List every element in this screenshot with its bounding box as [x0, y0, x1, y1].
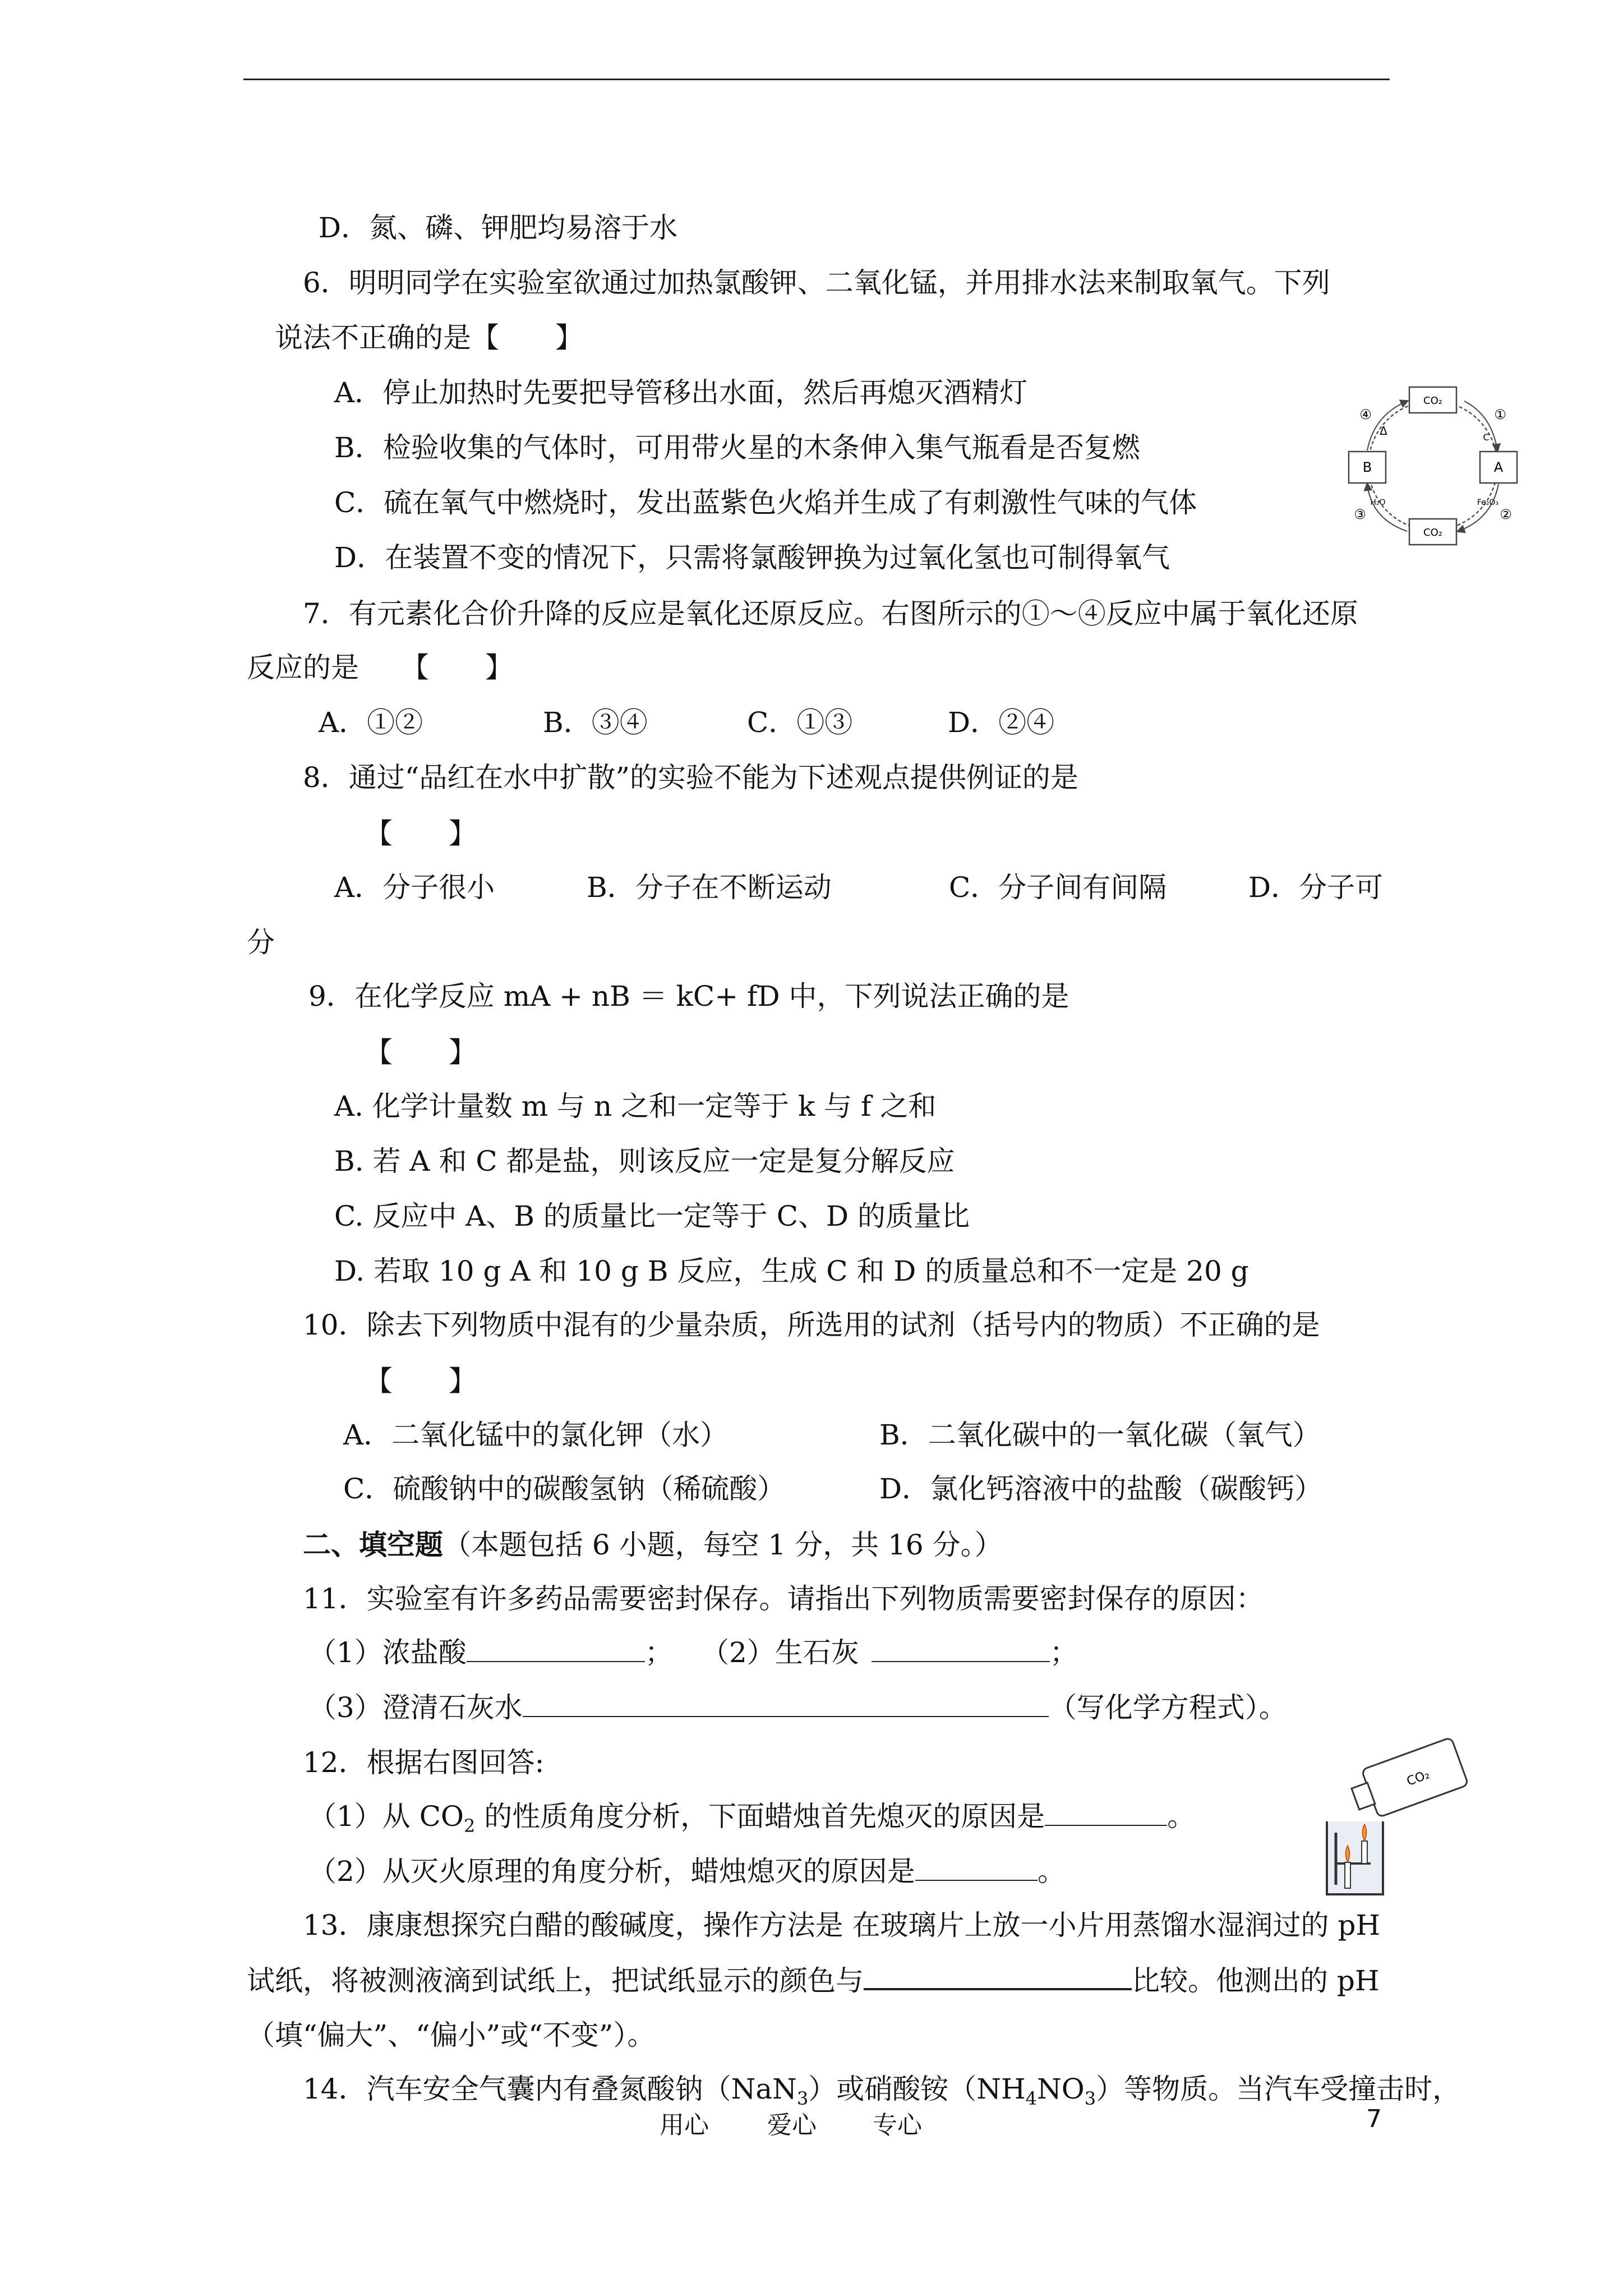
- section-2-note: （本题包括 6 小题，每空 1 分，共 16 分。）: [443, 1529, 1003, 1561]
- q14-part-d: ）等物质。当汽车受撞击时，: [1096, 2073, 1461, 2105]
- co2-bottle-label: CO₂: [1405, 1768, 1432, 1789]
- q11-part-3-end: （写化学方程式）。: [1048, 1691, 1287, 1724]
- q8-option-b: B．分子在不断运动: [587, 871, 832, 904]
- footer-left: 用心: [660, 2111, 709, 2139]
- footer-right: 专心: [873, 2111, 922, 2139]
- q7-stem: 7．有元素化合价升降的反应是氧化还原反应。右图所示的①～④反应中属于氧化还原: [303, 597, 1358, 630]
- cycle-arrow-1: [1464, 401, 1497, 450]
- q12-part-1: [308, 1800, 1195, 1843]
- q6-option-b: B．检验收集的气体时，可用带火星的木条伸入集气瓶看是否复燃: [334, 431, 1140, 464]
- q5-option-d: D．氮、磷、钾肥均易溶于水: [319, 211, 678, 244]
- q9-answer-bracket: 【 】: [365, 1036, 477, 1069]
- q10-option-a: A．二氧化锰中的氯化钾（水）: [343, 1419, 728, 1451]
- cycle-fe-label: Fe₂O₃: [1477, 498, 1499, 507]
- cycle-delta-label: Δ: [1380, 424, 1387, 438]
- q12-part-2: [308, 1855, 1066, 1888]
- q14-part-c: NO: [1037, 2073, 1085, 2105]
- q7-option-d: D．②④: [948, 706, 1055, 739]
- q10-option-c: C．硫酸钠中的碳酸氢钠（稀硫酸）: [343, 1473, 786, 1505]
- q9-option-b: B. 若 A 和 C 都是盐，则该反应一定是复分解反应: [334, 1145, 955, 1177]
- q8-stem: 8．通过“品红在水中扩散”的实验不能为下述观点提供例证的是: [303, 761, 1078, 794]
- section-2-heading: [303, 1528, 1003, 1562]
- q9-option-d: D. 若取 10 g A 和 10 g B 反应，生成 C 和 D 的质量总和不一定是 20 g: [334, 1255, 1249, 1287]
- q8-option-d: D．分子可: [1248, 871, 1384, 904]
- q11-part-1-end: ；: [644, 1636, 673, 1669]
- cycle-arrow-2: [1458, 484, 1498, 531]
- candle-high: [1362, 1841, 1367, 1864]
- q6-option-d: D．在装置不变的情况下，只需将氯酸钾换为过氧化氢也可制得氧气: [334, 541, 1170, 574]
- q12-part-1-subscript: 2: [463, 1815, 476, 1837]
- q8-answer-bracket: 【 】: [365, 817, 477, 850]
- q7-option-c: C．①③: [747, 706, 853, 739]
- q13-blank[interactable]: [864, 1963, 1132, 1990]
- q10-answer-bracket: 【 】: [365, 1365, 477, 1397]
- cycle-box-right-label: A: [1493, 459, 1504, 475]
- q8-option-d-cont: 分: [247, 926, 275, 959]
- flame-high: [1363, 1824, 1367, 1841]
- cycle-num-1: ①: [1494, 407, 1506, 422]
- cycle-num-4: ④: [1359, 407, 1372, 422]
- q12-stem: 12．根据右图回答:: [303, 1746, 545, 1779]
- q14-sub-3: 3: [1084, 2088, 1096, 2109]
- footer-mid: 爱心: [767, 2111, 817, 2139]
- q11-part-2-end: ；: [1049, 1636, 1078, 1669]
- cycle-num-2: ②: [1500, 507, 1512, 522]
- q10-option-d: D．氯化钙溶液中的盐酸（碳酸钙）: [879, 1473, 1323, 1505]
- q6-stem-cont: 说法不正确的是【 】: [275, 321, 583, 354]
- q8-option-a: A．分子很小: [334, 871, 495, 904]
- q8-option-c: C．分子间有间隔: [949, 871, 1167, 904]
- flame-low: [1346, 1846, 1350, 1862]
- q12-part-2-text: （2）从灭火原理的角度分析，蜡烛熄灭的原因是: [308, 1855, 915, 1888]
- q14-part-a: 14．汽车安全气囊内有叠氮酸钠（NaN: [303, 2073, 797, 2105]
- candle-low: [1345, 1862, 1350, 1888]
- cycle-box-top-label: CO₂: [1423, 395, 1442, 407]
- q11-part-3-label: （3）澄清石灰水: [308, 1691, 523, 1724]
- q11-part-1: [308, 1636, 673, 1669]
- co2-candle-figure: [1310, 1734, 1478, 1903]
- q12-part-1-end: 。: [1167, 1800, 1196, 1833]
- q11-blank-3[interactable]: [523, 1691, 1049, 1717]
- q12-blank-2[interactable]: [915, 1855, 1038, 1881]
- q10-stem: 10．除去下列物质中混有的少量杂质，所选用的试剂（括号内的物质）不正确的是: [303, 1309, 1320, 1341]
- q10-option-b: B．二氧化碳中的一氧化碳（氧气）: [879, 1419, 1321, 1451]
- q13-text-end: 比较。他测出的 pH: [1132, 1964, 1380, 1997]
- q9-option-a: A. 化学计量数 m 与 n 之和一定等于 k 与 f 之和: [334, 1090, 937, 1122]
- cycle-h2o-label: H₂O: [1370, 498, 1386, 507]
- cycle-ring: [1368, 401, 1497, 530]
- q7-option-a: A．①②: [319, 706, 423, 739]
- q13-stem-cont-2: （填“偏大”、“偏小”或“不变”）。: [247, 2019, 656, 2051]
- q11-blank-2[interactable]: [872, 1636, 1050, 1662]
- q9-option-c: C. 反应中 A、B 的质量比一定等于 C、D 的质量比: [334, 1200, 970, 1232]
- q12-part-1-prefix: （1）从 CO: [308, 1800, 464, 1833]
- q14-sub-2: 4: [1025, 2088, 1038, 2109]
- q7-stem-cont: 反应的是 【 】: [247, 651, 513, 684]
- q13-stem-cont: [247, 1963, 1380, 1998]
- q11-part-2-label: （2）生石灰: [701, 1636, 859, 1669]
- q12-blank-1[interactable]: [1045, 1800, 1167, 1826]
- q11-stem: 11．实验室有许多药品需要密封保存。请指出下列物质需要密封保存的原因：: [303, 1582, 1264, 1615]
- q14-part-b: ）或硝酸铵（NH: [808, 2073, 1026, 2105]
- q9-stem: 9．在化学反应 mA + nB ＝ kC+ fD 中，下列说法正确的是: [308, 980, 1069, 1013]
- cycle-box-left-label: B: [1362, 459, 1372, 475]
- q12-part-2-end: 。: [1037, 1855, 1066, 1888]
- q6-option-c: C．硫在氧气中燃烧时，发出蓝紫色火焰并生成了有刺激性气味的气体: [334, 486, 1197, 519]
- cycle-num-3: ③: [1354, 507, 1366, 522]
- header-rule: [243, 79, 1390, 80]
- q13-text: 试纸，将被测液滴到试纸上，把试纸显示的颜色与: [247, 1964, 864, 1997]
- q6-stem: 6．明明同学在实验室欲通过加热氯酸钾、二氧化锰，并用排水法来制取氧气。下列: [303, 266, 1330, 299]
- q14-sub-1: 3: [796, 2088, 809, 2109]
- redox-cycle-diagram: [1338, 384, 1528, 547]
- cycle-box-bottom-label: CO₂: [1423, 527, 1442, 539]
- q11-part-3: [308, 1691, 1287, 1724]
- q12-part-1-text: 的性质角度分析，下面蜡烛首先熄灭的原因是: [475, 1800, 1045, 1833]
- q6-option-a: A．停止加热时先要把导管移出水面，然后再熄灭酒精灯: [334, 376, 1028, 409]
- q11-blank-1[interactable]: [467, 1636, 645, 1662]
- q11-part-2: [701, 1636, 1078, 1669]
- page-number: 7: [1366, 2105, 1382, 2133]
- cycle-c-label: C: [1483, 432, 1490, 443]
- co2-bottle: [1347, 1737, 1468, 1823]
- q7-option-b: B．③④: [543, 706, 648, 739]
- q11-part-1-label: （1）浓盐酸: [308, 1636, 467, 1669]
- section-2-title: 二、填空题: [303, 1528, 443, 1561]
- q13-stem: 13．康康想探究白醋的酸碱度，操作方法是 在玻璃片上放一小片用蒸馏水湿润过的 pH: [303, 1909, 1381, 1941]
